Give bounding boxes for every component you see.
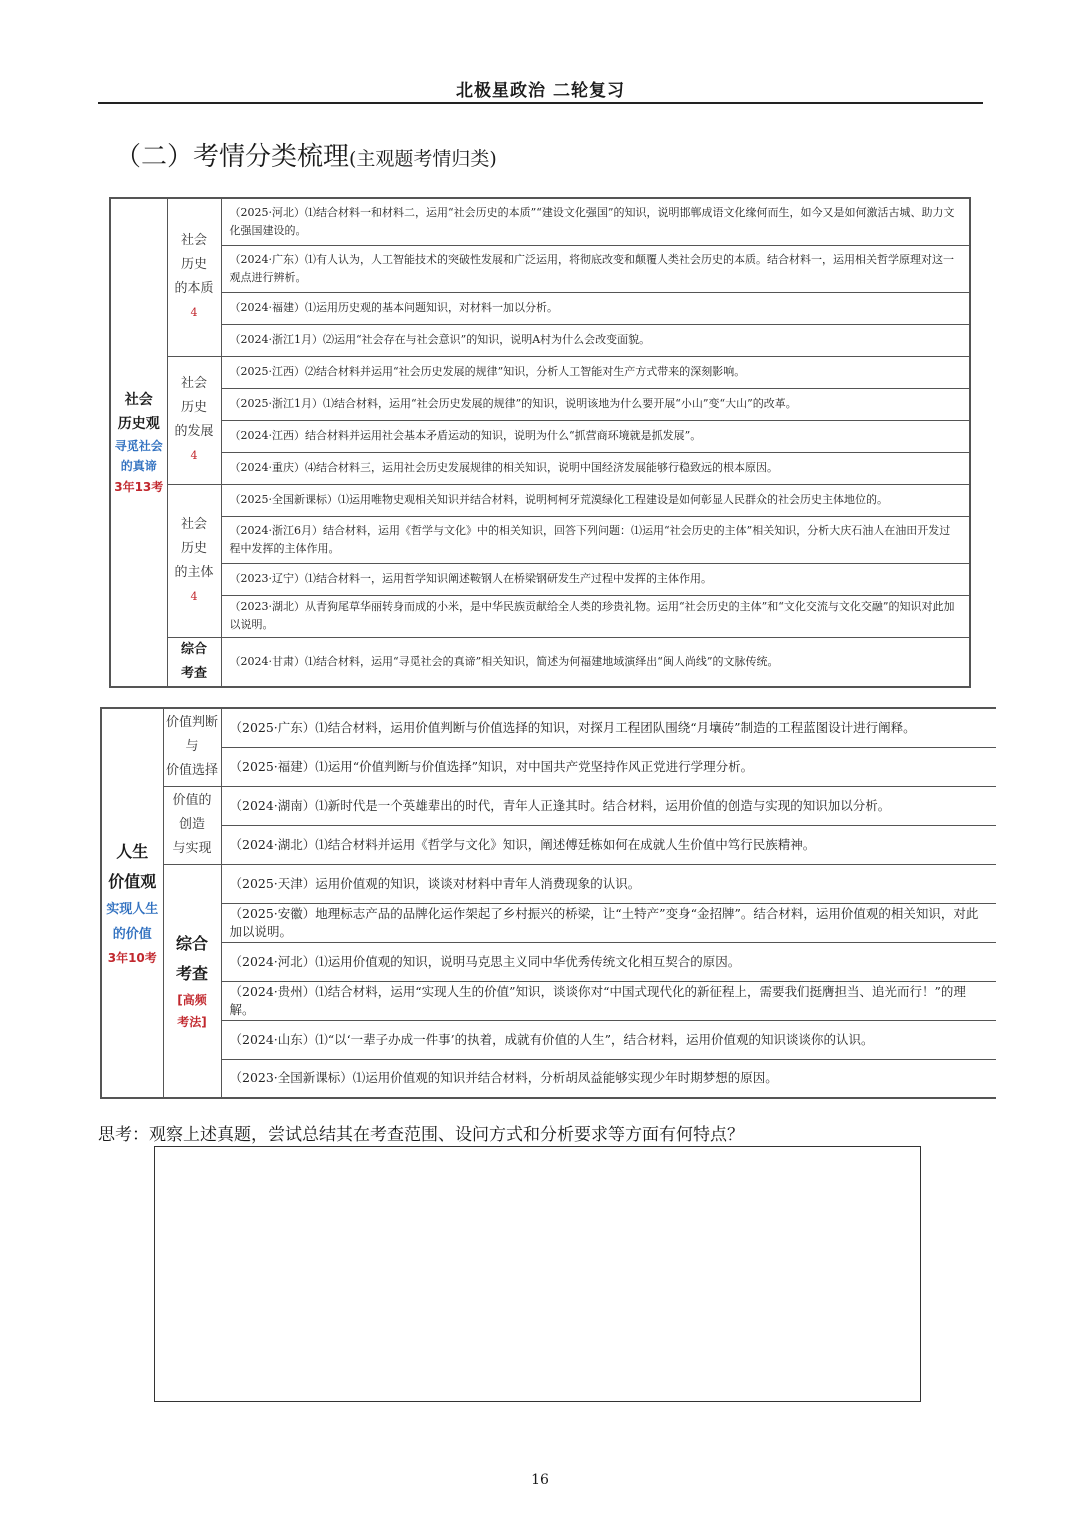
subtopic-count: 4	[190, 449, 198, 462]
subtopic-name: 与	[185, 739, 199, 755]
question-cell: （2025·天津）运用价值观的知识，谈谈对材料中青年人消费现象的认识。	[221, 864, 996, 903]
subtopic-name: 的主体	[174, 564, 214, 580]
question-cell: （2025·全国新课标）⑴运用唯物史观相关知识并结合材料，说明柯柯牙荒漠绿化工程建设是如何彰显人民群众的社会历史主体地位的。	[221, 484, 970, 516]
category-name: 价值观	[108, 872, 157, 891]
question-cell: （2025·浙江1月）⑴结合材料，运用“社会历史发展的规律”的知识，说明该地为什么要开展“小山”变“大山”的改革。	[221, 388, 970, 420]
question-cell: （2024·甘肃）⑴结合材料，运用“寻觅社会的真谛”相关知识，简述为何福建地域演绎出“闽人尚线”的文脉传统。	[221, 637, 970, 687]
question-cell: （2024·福建）⑴运用历史观的基本问题知识，对材料一加以分析。	[221, 292, 970, 324]
question-cell: （2024·湖北）⑴结合材料并运用《哲学与文化》知识，阐述傅廷栋如何在成就人生价值中笃行民族精神。	[221, 825, 996, 864]
subtopic-name: 历史	[180, 257, 207, 273]
subtopic-name: 综合	[180, 641, 207, 657]
page-header	[98, 76, 983, 104]
subtopic-name: 价值的	[172, 793, 212, 808]
exam-table-social-history	[109, 197, 971, 688]
question-cell: （2024·浙江6月）结合材料，运用《哲学与文化》中的相关知识，回答下列问题：⑴运用“社会历史的主体”相关知识，分析大庆石油人在油田开发过程中发挥的主体作用。	[221, 516, 970, 563]
subtopic-cell	[163, 786, 221, 864]
subtopic-cell	[163, 708, 221, 786]
question-cell: （2025·安徽）地理标志产品的品牌化运作架起了乡村振兴的桥梁，让“土特产”变身“金招牌”。结合材料，运用价值观的相关知识，对此加以说明。	[221, 903, 996, 942]
section-title	[115, 136, 497, 173]
question-cell: （2023·湖北）从青狗尾草华丽转身而成的小米，是中华民族贡献给全人类的珍贵礼物。运用“社会历史的主体”和“文化交流与文化交融”的知识对此加以说明。	[221, 595, 970, 637]
question-cell: （2024·浙江1月）⑵运用“社会存在与社会意识”的知识，说明A村为什么会改变面貌。	[221, 324, 970, 356]
subtopic-name: 历史	[180, 540, 207, 556]
question-cell: （2025·河北）⑴结合材料一和材料二，运用“社会历史的本质”“建设文化强国”的知识，说明邯郸成语文化缘何而生，如今又是如何激活古城、助力文化强国建设的。	[221, 198, 970, 245]
category-count: 3年10考	[107, 951, 157, 965]
category-cell	[110, 198, 167, 687]
question-cell: （2023·辽宁）⑴结合材料一，运用哲学知识阐述鞍钢人在桥梁钢研发生产过程中发挥的主体作用。	[221, 563, 970, 595]
subtopic-count: 4	[190, 589, 198, 603]
question-cell: （2024·广东）⑴有人认为，人工智能技术的突破性发展和广泛运用，将彻底改变和颠覆人类社会历史的本质。结合材料一，运用相关哲学原理对这一观点进行辨析。	[221, 245, 970, 292]
header-title: 北极星政治 二轮复习	[456, 81, 625, 101]
high-frequency-tag: 考法]	[177, 1014, 207, 1029]
question-cell: （2024·江西）结合材料并运用社会基本矛盾运动的知识，说明为什么“抓营商环境就是抓发展”。	[221, 420, 970, 452]
high-frequency-tag: [高频	[177, 992, 207, 1007]
subtopic-cell	[163, 864, 221, 1098]
section-heading: （二）考情分类梳理	[115, 142, 350, 172]
question-cell: （2024·重庆）⑷结合材料三，运用社会历史发展规律的相关知识，说明中国经济发展能够行稳致远的根本原因。	[221, 452, 970, 484]
section-subtitle: (主观题考情归类)	[349, 148, 497, 170]
subtopic-name: 价值选择	[165, 763, 218, 779]
category-count: 3年13考	[114, 479, 164, 494]
subtopic-cell	[167, 198, 221, 356]
category-cell	[101, 708, 163, 1098]
page-number: 16	[531, 1472, 549, 1488]
question-cell: （2025·江西）⑵结合材料并运用“社会历史发展的规律”知识，分析人工智能对生产方式带来的深刻影响。	[221, 356, 970, 388]
subtopic-name: 与实现	[172, 841, 212, 856]
category-name: 社会	[124, 391, 153, 408]
question-cell: （2025·福建）⑴运用“价值判断与价值选择”知识，对中国共产党坚持作风正党进行学理分析。	[221, 747, 996, 786]
answer-box[interactable]	[154, 1146, 921, 1402]
subtopic-cell	[167, 484, 221, 637]
thinking-prompt: 思考：观察上述真题，尝试总结其在考查范围、设问方式和分析要求等方面有何特点？	[98, 1125, 744, 1145]
question-cell: （2025·广东）⑴结合材料，运用价值判断与价值选择的知识，对探月工程团队围绕“月壤砖”制造的工程蓝图设计进行阐释。	[221, 708, 996, 747]
question-cell: （2024·湖南）⑴新时代是一个英雄辈出的时代，青年人正逢其时。结合材料，运用价值的创造与实现的知识加以分析。	[221, 786, 996, 825]
subtopic-name: 综合	[175, 933, 208, 953]
question-cell: （2024·河北）⑴运用价值观的知识，说明马克思主义同中华优秀传统文化相互契合的原因。	[221, 942, 996, 981]
subtopic-name: 社会	[180, 516, 207, 532]
subtopic-name: 考查	[180, 665, 207, 681]
subtopic-name: 社会	[180, 233, 207, 249]
question-cell: （2024·山东）⑴“以‘一辈子办成一件事’的执着，成就有价值的人生”，结合材料，运用价值观的知识谈谈你的认识。	[221, 1020, 996, 1059]
subtopic-name: 考查	[175, 963, 208, 983]
subtopic-cell	[167, 356, 221, 484]
subtopic-cell	[167, 637, 221, 687]
subtopic-name: 的本质	[174, 281, 214, 297]
category-name: 人生	[116, 842, 149, 861]
question-cell: （2024·贵州）⑴结合材料，运用“实现人生的价值”知识，谈谈你对“中国式现代化的新征程上，需要我们挺膺担当、追光而行！”的理解。	[221, 981, 996, 1020]
subtopic-name: 价值判断	[165, 715, 218, 731]
question-cell: （2023·全国新课标）⑴运用价值观的知识并结合材料，分析胡凤益能够实现少年时期梦想的原因。	[221, 1059, 996, 1098]
category-hint: 寻觅社会	[114, 438, 163, 453]
exam-table-life-values	[100, 707, 996, 1099]
subtopic-name: 历史	[180, 400, 207, 415]
category-hint: 的真谛	[120, 458, 157, 473]
subtopic-name: 社会	[180, 376, 207, 391]
category-name: 历史观	[117, 415, 160, 432]
subtopic-count: 4	[190, 306, 198, 320]
category-hint: 实现人生	[106, 902, 159, 917]
category-hint: 的价值	[112, 927, 152, 942]
subtopic-name: 的发展	[174, 424, 214, 439]
subtopic-name: 创造	[178, 817, 205, 832]
